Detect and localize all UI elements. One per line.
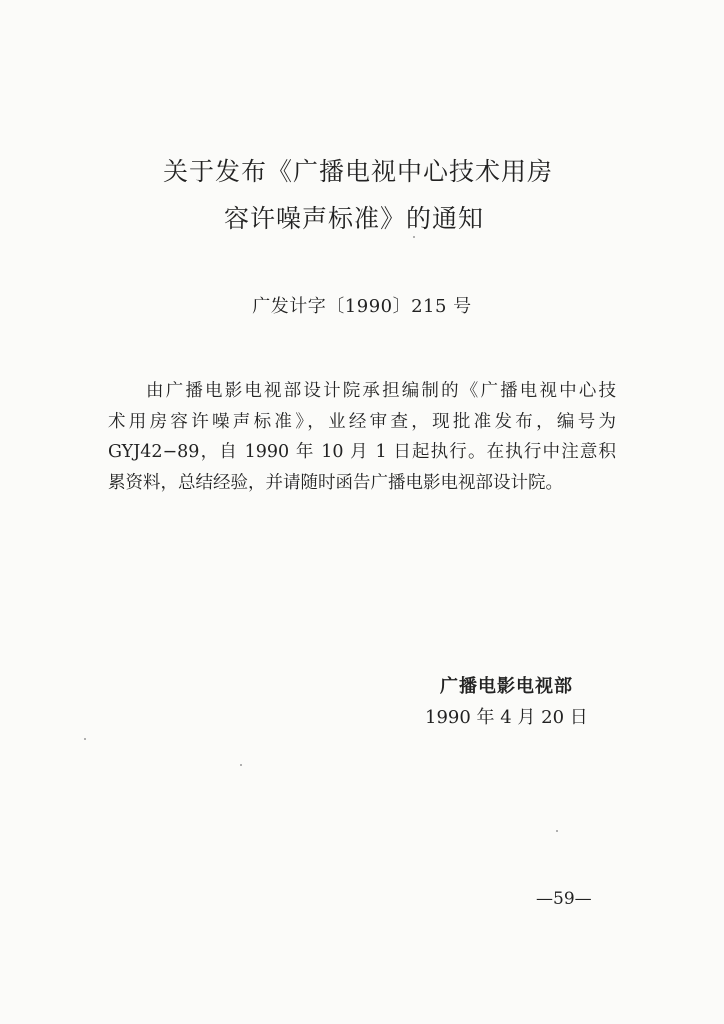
issue-date: 1990 年 4 月 20 日 xyxy=(425,707,588,728)
body-line-2: 术用房容许噪声标准》，业经审查，现批准发布，编号为 xyxy=(108,411,616,432)
body-line-4: 累资料，总结经验，并请随时函告广播电影电视部设计院。 xyxy=(108,472,563,493)
document-title-line-2: 容许噪声标准》的通知 xyxy=(223,204,484,233)
document-number: 广发计字〔1990〕215 号 xyxy=(252,296,472,317)
scan-speck xyxy=(556,830,558,832)
scan-speck xyxy=(240,764,242,766)
issuer-name: 广播电影电视部 xyxy=(440,676,573,697)
body-paragraph xyxy=(108,376,616,498)
scan-speck xyxy=(413,236,415,238)
scan-speck xyxy=(84,738,86,740)
body-line-3: GYJ42−89，自 1990 年 10 月 1 日起执行。在执行中注意积 xyxy=(108,442,616,462)
page-number: —59— xyxy=(536,889,592,909)
body-line-1: 由广播电影电视部设计院承担编制的《广播电视中心技 xyxy=(146,381,616,401)
document-title-line-1: 关于发布《广播电视中心技术用房 xyxy=(162,157,553,186)
